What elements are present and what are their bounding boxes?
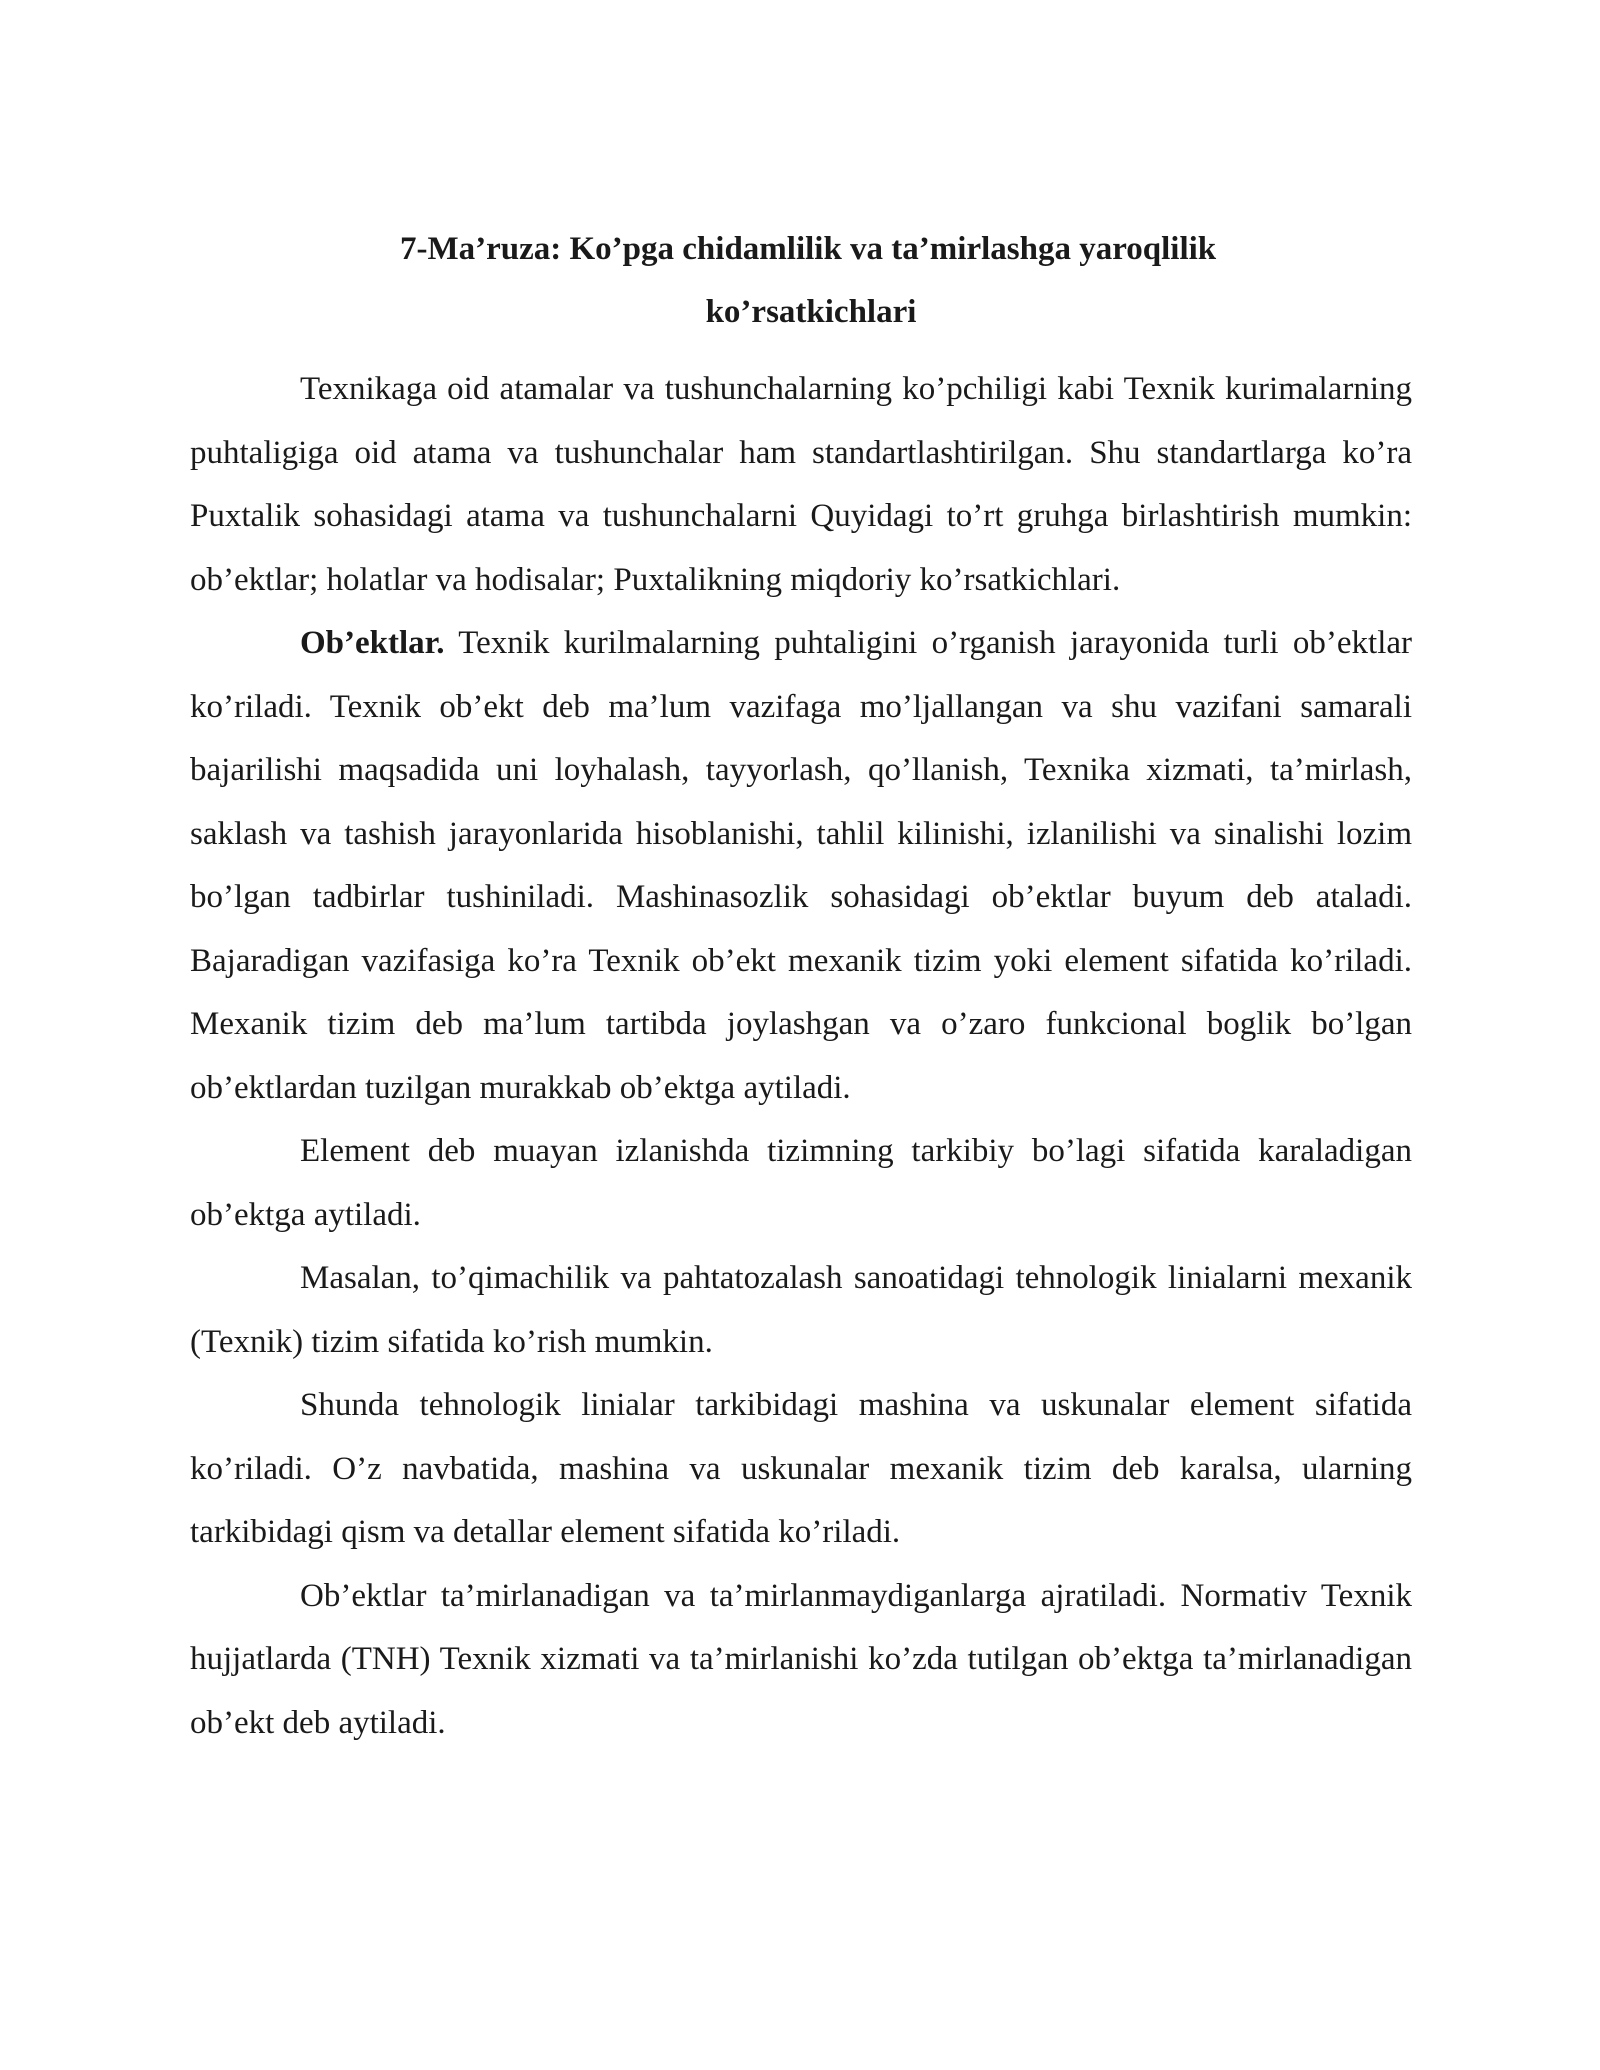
paragraph-lead-heading: Ob’ektlar. — [300, 625, 445, 661]
paragraph-text: Element deb muayan izlanishda tizimning tarkibiy bo’lagi sifatida karaladigan ob’ektga aytiladi. — [190, 1133, 1412, 1233]
paragraph-repairable — [190, 1565, 1412, 1756]
paragraph-objects — [190, 612, 1412, 1120]
paragraph-text: Ob’ektlar ta’mirlanadigan va ta’mirlanmaydiganlarga ajratiladi. Normativ Texnik hujjatlarda (TNH) Texnik xizmati va ta’mirlanishi ko’zda tutilgan ob’ektga ta’mirlanadigan ob’ekt deb aytiladi. — [190, 1577, 1412, 1741]
lecture-title-line-1: 7-Ma’ruza: Ko’pga chidamlilik va ta’mirlashga yaroqlilik — [400, 231, 1217, 267]
lecture-title — [190, 218, 1412, 344]
paragraph-intro — [190, 358, 1412, 612]
paragraph-text: Texnik kurilmalarning puhtaligini o’rganish jarayonida turli ob’ektlar ko’riladi. Texnik ob’ekt deb ma’lum vazifaga mo’ljallangan va shu vazifani samarali bajarilishi maqsadida uni loyhalash, tayyorlash, qo’llanish, Texnika xizmati, ta’mirlash, saklash va tashish jarayonlarida hisoblanishi, tahlil kilinishi, izlanilishi va sinalishi lozim bo’lgan tadbirlar tushiniladi. Mashinasozlik sohasidagi ob’ektlar buyum deb ataladi. Bajaradigan vazifasiga ko’ra Texnik ob’ekt mexanik tizim yoki element sifatida ko’riladi. Mexanik tizim deb ma’lum tartibda joylashgan va o’zaro funkcional boglik bo’lgan ob’ektlardan tuzilgan murakkab ob’ektga aytiladi. — [190, 625, 1412, 1106]
paragraph-text: Shunda tehnologik linialar tarkibidagi mashina va uskunalar element sifatida ko’riladi. O’z navbatida, mashina va uskunalar mexanik tizim deb karalsa, ularning tarkibidagi qism va detallar element sifatida ko’riladi. — [190, 1387, 1412, 1550]
paragraph-element — [190, 1120, 1412, 1247]
document-body — [190, 218, 1412, 1755]
paragraph-lines — [190, 1374, 1412, 1565]
paragraph-text: Masalan, to’qimachilik va pahtatozalash sanoatidagi tehnologik linialarni mexanik (Texnik) tizim sifatida ko’rish mumkin. — [190, 1260, 1412, 1360]
paragraph-example — [190, 1247, 1412, 1374]
lecture-title-line-2: ko’rsatkichlari — [705, 294, 917, 330]
paragraph-text: Texnikaga oid atamalar va tushunchalarning ko’pchiligi kabi Texnik kurimalarning puhtaligiga oid atama va tushunchalar ham standartlashtirilgan. Shu standartlarga ko’ra Puxtalik sohasidagi atama va tushunchalarni Quyidagi to’rt gruhga birlashtirish mumkin: ob’ektlar; holatlar va hodisalar; Puxtalikning miqdoriy ko’rsatkichlari. — [190, 371, 1412, 598]
